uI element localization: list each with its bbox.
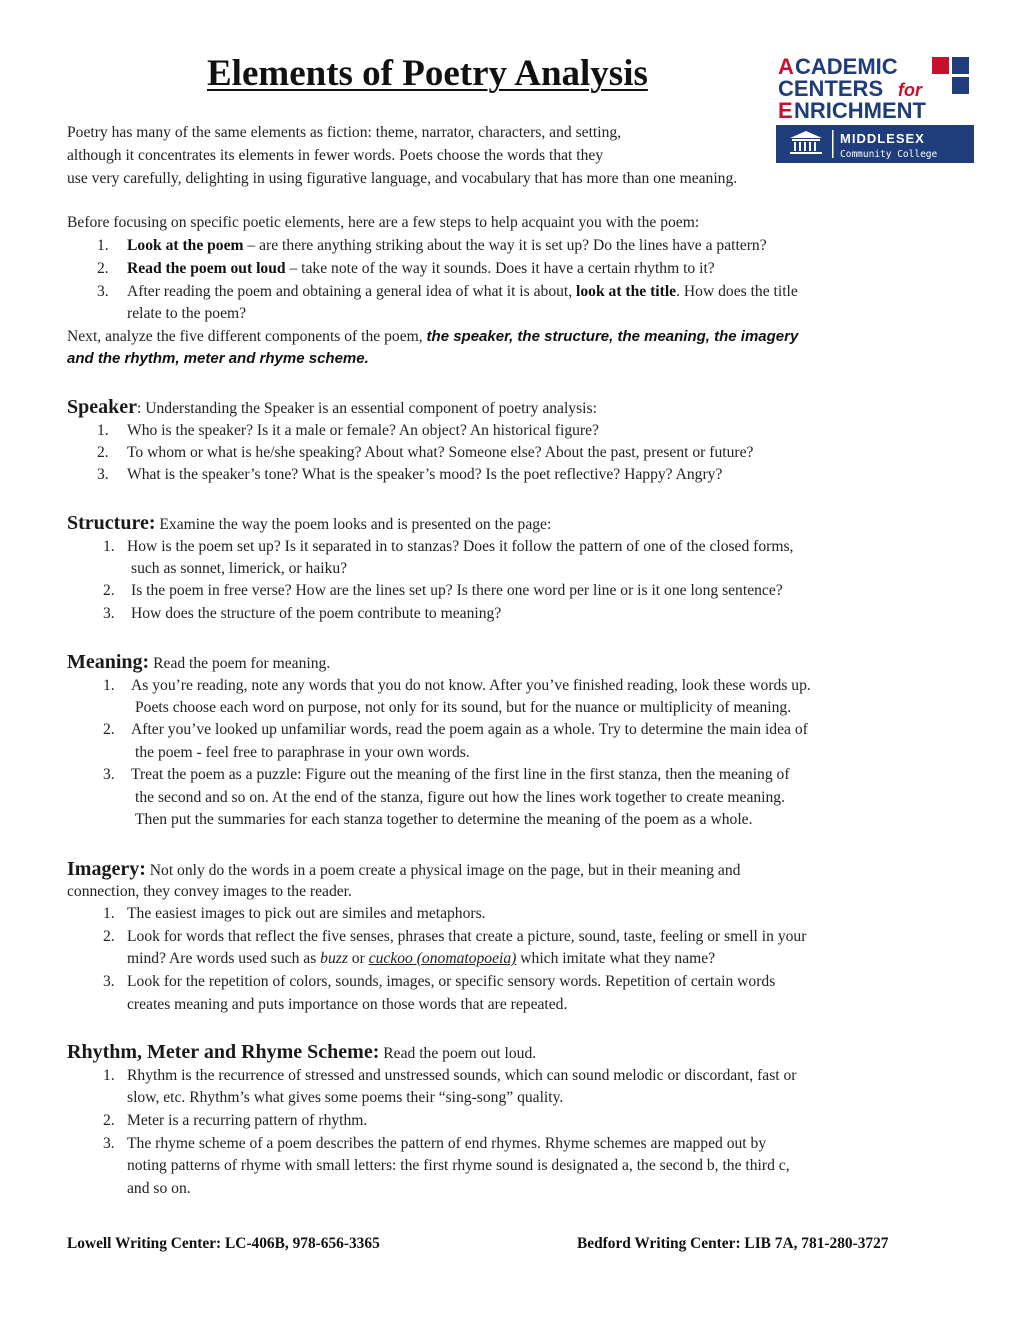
steps-next-line2: and the rhythm, meter and rhyme scheme. <box>67 350 369 367</box>
intro-line-3: use very carefully, delighting in using figurative language, and vocabulary that has more than one meaning. <box>67 170 738 187</box>
logo-square-blue-2 <box>952 77 969 94</box>
logo-college-sub: Community College <box>840 149 938 160</box>
speaker-2-num: 2. <box>97 444 109 461</box>
step-3: After reading the poem and obtaining a general idea of what it is about, look at the title. How does the title <box>127 283 798 300</box>
meaning-item-2-line2: the poem - feel free to paraphrase in your own words. <box>135 744 470 761</box>
structure-item-2: Is the poem in free verse? How are the lines set up? Is there one word per line or is it one long sentence? <box>131 582 783 599</box>
imagery-item-3-line2: creates meaning and puts importance on those words that are repeated. <box>127 996 568 1013</box>
step-1: Look at the poem – are there anything striking about the way it is set up? Do the lines have a pattern? <box>127 237 767 254</box>
rhythm-item-1: Rhythm is the recurrence of stressed and unstressed sounds, which can sound melodic or discordant, fast or <box>127 1067 797 1084</box>
speaker-heading: Speaker: Understanding the Speaker is an essential component of poetry analysis: <box>67 396 597 418</box>
structure-1-num: 1. <box>103 538 115 555</box>
logo-square-red <box>932 57 949 74</box>
meaning-item-3-line2: the second and so on. At the end of the stanza, figure out how the lines work together to create meaning. <box>135 789 785 806</box>
meaning-item-1: As you’re reading, note any words that you do not know. After you’ve finished reading, look these words up. <box>131 677 811 694</box>
imagery-1-num: 1. <box>103 905 115 922</box>
structure-3-num: 3. <box>103 605 115 622</box>
rhythm-item-2: Meter is a recurring pattern of rhythm. <box>127 1112 368 1129</box>
steps-next: Next, analyze the five different components of the poem, the speaker, the structure, the meaning, the imagery <box>67 328 799 345</box>
footer-lowell: Lowell Writing Center: LC-406B, 978-656-3365 <box>67 1235 380 1252</box>
speaker-item-1: Who is the speaker? Is it a male or female? An object? An historical figure? <box>127 422 599 439</box>
step-2-num: 2. <box>97 260 109 277</box>
structure-item-3: How does the structure of the poem contribute to meaning? <box>131 605 502 622</box>
rhythm-2-num: 2. <box>103 1112 115 1129</box>
logo-college-name: MIDDLESEX <box>840 131 925 146</box>
step-3-num: 3. <box>97 283 109 300</box>
structure-heading: Structure: Examine the way the poem looks and is presented on the page: <box>67 512 552 534</box>
rhythm-heading: Rhythm, Meter and Rhyme Scheme: Read the poem out loud. <box>67 1041 537 1063</box>
step-3-line2: relate to the poem? <box>127 305 247 322</box>
structure-2-num: 2. <box>103 582 115 599</box>
step-1-num: 1. <box>97 237 109 254</box>
imagery-3-num: 3. <box>103 973 115 990</box>
logo-line2-for: for <box>898 80 922 100</box>
imagery-heading-line2: connection, they convey images to the reader. <box>67 883 352 900</box>
structure-item-1: How is the poem set up? Is it separated in to stanzas? Does it follow the pattern of one of the closed forms, <box>127 538 794 555</box>
speaker-1-num: 1. <box>97 422 109 439</box>
meaning-2-num: 2. <box>103 721 115 738</box>
logo-line1-a: A <box>778 54 794 79</box>
academic-centers-logo <box>776 54 976 164</box>
imagery-item-2: Look for words that reflect the five senses, phrases that create a picture, sound, taste, feeling or smell in your <box>127 928 807 945</box>
footer-bedford: Bedford Writing Center: LIB 7A, 781-280-3727 <box>577 1235 889 1252</box>
logo-square-blue-1 <box>952 57 969 74</box>
steps-lead: Before focusing on specific poetic elements, here are a few steps to help acquaint you with the poem: <box>67 214 700 231</box>
rhythm-3-num: 3. <box>103 1135 115 1152</box>
logo-line1-rest: CADEMIC <box>795 54 898 79</box>
meaning-item-1-line2: Poets choose each word on purpose, not only for its sound, but for the nuance or multiplicity of meaning. <box>135 699 792 716</box>
imagery-item-2-line2: mind? Are words used such as buzz or cuckoo (onomatopoeia) which imitate what they name? <box>127 950 716 967</box>
imagery-item-1: The easiest images to pick out are similes and metaphors. <box>127 905 486 922</box>
intro-line-1: Poetry has many of the same elements as fiction: theme, narrator, characters, and setting, <box>67 124 622 141</box>
rhythm-item-1-line2: slow, etc. Rhythm’s what gives some poems their “sing-song” quality. <box>127 1089 564 1106</box>
imagery-2-num: 2. <box>103 928 115 945</box>
speaker-item-2: To whom or what is he/she speaking? About what? Someone else? About the past, present or future? <box>127 444 754 461</box>
meaning-heading: Meaning: Read the poem for meaning. <box>67 651 331 673</box>
structure-item-1-line2: such as sonnet, limerick, or haiku? <box>131 560 348 577</box>
rhythm-item-3-line3: and so on. <box>127 1180 191 1197</box>
step-2: Read the poem out loud – take note of the way it sounds. Does it have a certain rhythm to it? <box>127 260 715 277</box>
meaning-1-num: 1. <box>103 677 115 694</box>
meaning-item-2: After you’ve looked up unfamiliar words, read the poem again as a whole. Try to determine the main idea of <box>131 721 808 738</box>
logo-line2-centers: CENTERS <box>778 76 884 101</box>
logo-line3-rest: NRICHMENT <box>794 98 926 123</box>
page-title: Elements of Poetry Analysis <box>207 53 648 94</box>
speaker-3-num: 3. <box>97 466 109 483</box>
rhythm-item-3-line2: noting patterns of rhyme with small letters: the first rhyme sound is designated a, the second b, the third c, <box>127 1157 790 1174</box>
rhythm-item-3: The rhyme scheme of a poem describes the pattern of end rhymes. Rhyme schemes are mapped out by <box>127 1135 767 1152</box>
meaning-3-num: 3. <box>103 766 115 783</box>
meaning-item-3: Treat the poem as a puzzle: Figure out the meaning of the first line in the first stanza, then the meaning of <box>131 766 790 783</box>
logo-line3-e: E <box>778 98 793 123</box>
rhythm-1-num: 1. <box>103 1067 115 1084</box>
imagery-heading: Imagery: Not only do the words in a poem create a physical image on the page, but in their meaning and <box>67 858 741 880</box>
intro-line-2: although it concentrates its elements in fewer words. Poets choose the words that they <box>67 147 604 164</box>
meaning-item-3-line3: Then put the summaries for each stanza together to determine the meaning of the poem as a whole. <box>135 811 753 828</box>
speaker-item-3: What is the speaker’s tone? What is the speaker’s mood? Is the poet reflective? Happy? Angry? <box>127 466 723 483</box>
imagery-item-3: Look for the repetition of colors, sounds, images, or specific sensory words. Repetition of certain words <box>127 973 776 990</box>
